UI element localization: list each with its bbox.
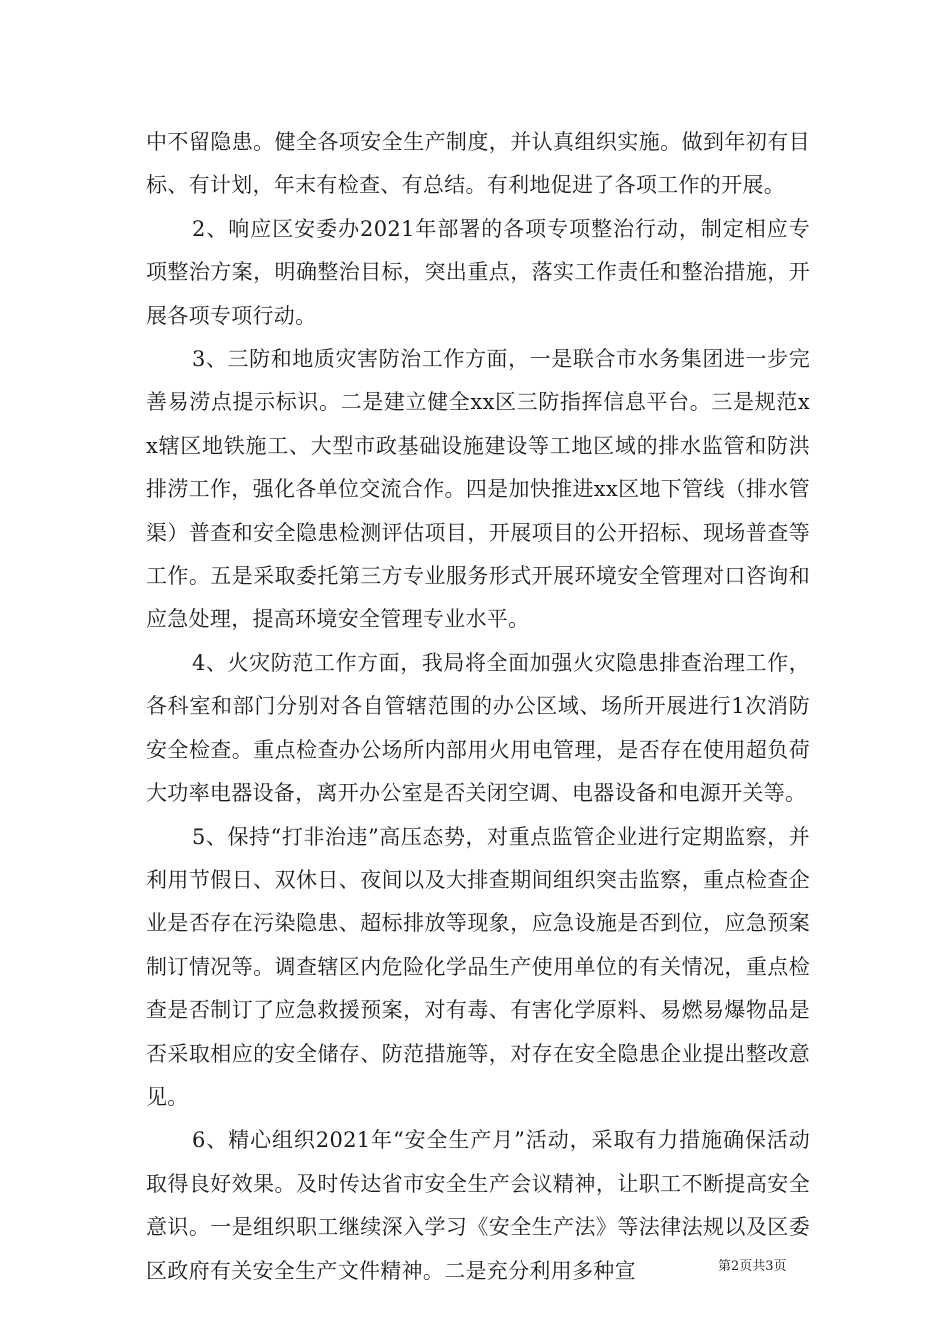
paragraph-item-4: 4、火灾防范工作方面，我局将全面加强火灾隐患排查治理工作，各科室和部门分别对各自管辖范围的办公区域、场所开展进行1次消防安全检查。重点检查办公场所内部用火用电管理，是否存在使用超负荷大功率电器设备，离开办公室是否关闭空调、电器设备和电源开关等。 [146, 650, 810, 806]
paragraph-item-5: 5、保持“打非治违”高压态势，对重点监管企业进行定期监察，并利用节假日、双休日、夜间以及大排查期间组织突击监察，重点检查企业是否存在污染隐患、超标排放等现象，应急设施是否到位，应急预案制订情况等。调查辖区内危险化学品生产使用单位的有关情况，重点检查是否制订了应急救援预案，对有毒、有害化学原料、易燃易爆物品是否采取相应的安全储存、防范措施等，对存在安全隐患企业提出整改意见。 [146, 824, 810, 1109]
document-body [146, 121, 810, 1293]
page-number-footer: 第2页共3页 [718, 1259, 787, 1274]
paragraph-item-3: 3、三防和地质灾害防治工作方面，一是联合市水务集团进一步完善易涝点提示标识。二是建立健全xx区三防指挥信息平台。三是规范xx辖区地铁施工、大型市政基础设施建设等工地区域的排水监管和防洪排涝工作，强化各单位交流合作。四是加快推进xx区地下管线（排水管渠）普查和安全隐患检测评估项目，开展项目的公开招标、现场普查等工作。五是采取委托第三方专业服务形式开展环境安全管理对口咨询和应急处理，提高环境安全管理专业水平。 [146, 347, 810, 632]
paragraph-item-6: 6、精心组织2021年“安全生产月”活动，采取有力措施确保活动取得良好效果。及时传达省市安全生产会议精神，让职工不断提高安全意识。一是组织职工继续深入学习《安全生产法》等法律法规以及区委区政府有关安全生产文件精神。二是充分利用多种宣 [146, 1128, 810, 1283]
paragraph-item-2: 2、响应区安委办2021年部署的各项专项整治行动，制定相应专项整治方案，明确整治目标，突出重点，落实工作责任和整治措施，开展各项专项行动。 [146, 216, 810, 328]
paragraph-continuation: 中不留隐患。健全各项安全生产制度，并认真组织实施。做到年初有目标、有计划，年末有检查、有总结。有利地促进了各项工作的开展。 [146, 130, 810, 198]
